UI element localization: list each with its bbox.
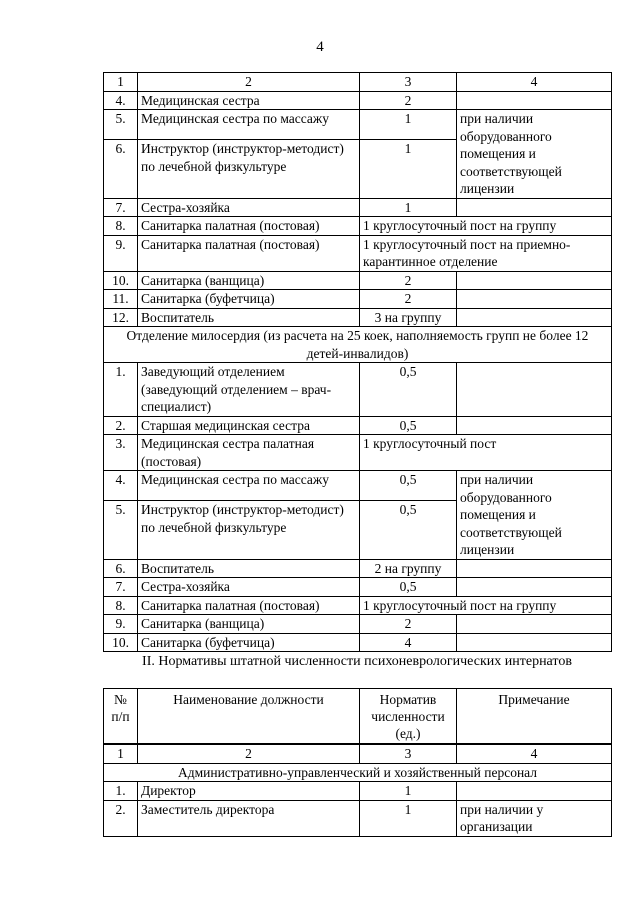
note [457,559,612,578]
header-number: № п/п [104,689,138,745]
row-number: 2. [104,416,138,435]
table-row [104,271,612,290]
norm-value: 3 на группу [360,308,457,327]
row-number: 5. [104,110,138,140]
note [457,416,612,435]
norm-value: 0,5 [360,471,457,501]
table-row [104,308,612,327]
position-name: Санитарка палатная (постовая) [138,217,360,236]
note: при наличии у организации [457,800,612,836]
norm-value: 0,5 [360,416,457,435]
row-number: 1. [104,782,138,801]
note [457,363,612,417]
table-row [104,217,612,236]
row-number: 10. [104,271,138,290]
norm-value: 0,5 [360,501,457,559]
row-number: 9. [104,615,138,634]
norm-value: 1 круглосуточный пост [360,435,612,471]
table-row [104,633,612,652]
note [457,615,612,634]
norm-value: 1 круглосуточный пост на группу [360,596,612,615]
header-position: Наименование должности [138,689,360,745]
table-row [104,416,612,435]
position-name: Медицинская сестра по массажу [138,110,360,140]
table-row [104,596,612,615]
position-name: Сестра-хозяйка [138,198,360,217]
norm-value: 1 [360,800,457,836]
position-name: Санитарка палатная (постовая) [138,235,360,271]
position-name: Воспитатель [138,308,360,327]
row-number: 2. [104,800,138,836]
table-row [104,471,612,501]
table-row [104,110,612,140]
position-name: Заместитель директора [138,800,360,836]
row-number: 1. [104,363,138,417]
norm-value: 2 [360,615,457,634]
note [457,578,612,597]
row-number: 11. [104,290,138,309]
note [457,308,612,327]
position-name: Санитарка (ванщица) [138,271,360,290]
row-number: 7. [104,198,138,217]
section-title: II. Нормативы штатной численности психоневрологических интернатов [142,654,572,669]
table-row [104,435,612,471]
column-number: 3 [360,73,457,92]
position-name: Санитарка палатная (постовая) [138,596,360,615]
row-number: 6. [104,140,138,198]
row-number: 6. [104,559,138,578]
norm-value: 0,5 [360,363,457,417]
table-row [104,198,612,217]
position-name: Медицинская сестра по массажу [138,471,360,501]
column-number: 2 [138,73,360,92]
norm-value: 2 [360,290,457,309]
section-title: Отделение милосердия (из расчета на 25 коек, наполняемость групп не более 12 детей-инвалидов) [104,327,612,363]
position-name: Инструктор (инструктор-методист) по лечебной физкультуре [138,501,360,559]
position-name: Медицинская сестра палатная (постовая) [138,435,360,471]
column-number: 3 [360,744,457,763]
column-number-row [104,744,612,763]
norm-value: 1 [360,140,457,198]
column-number: 4 [457,73,612,92]
row-number: 12. [104,308,138,327]
note [457,271,612,290]
header-note: Примечание [457,689,612,745]
norm-value: 1 [360,198,457,217]
table-row [104,363,612,417]
note [457,91,612,110]
page-number: 4 [316,39,324,55]
table-row [104,559,612,578]
norm-value: 1 круглосуточный пост на приемно-карантинное отделение [360,235,612,271]
row-number: 9. [104,235,138,271]
section-row [104,327,612,363]
staffing-table-body [104,689,612,837]
position-name: Директор [138,782,360,801]
column-number-row [104,73,612,92]
norm-value: 4 [360,633,457,652]
norm-value: 2 на группу [360,559,457,578]
row-number: 4. [104,91,138,110]
position-name: Инструктор (инструктор-методист) по лечебной физкультуре [138,140,360,198]
position-name: Медицинская сестра [138,91,360,110]
norm-value: 1 круглосуточный пост на группу [360,217,612,236]
table-row [104,91,612,110]
column-number: 2 [138,744,360,763]
table-row [104,290,612,309]
section-title: Административно-управленческий и хозяйственный персонал [104,763,612,782]
column-number: 1 [104,73,138,92]
row-number: 7. [104,578,138,597]
position-name: Санитарка (буфетчица) [138,633,360,652]
row-number: 4. [104,471,138,501]
norm-value: 2 [360,91,457,110]
header-norm: Норматив численности (ед.) [360,689,457,745]
norm-value: 1 [360,782,457,801]
note [457,290,612,309]
note [457,633,612,652]
note: при наличии оборудованного помещения и соответствующей лицензии [457,471,612,560]
note [457,782,612,801]
position-name: Воспитатель [138,559,360,578]
table-row [104,782,612,801]
position-name: Санитарка (буфетчица) [138,290,360,309]
column-number: 1 [104,744,138,763]
table-row [104,578,612,597]
position-name: Сестра-хозяйка [138,578,360,597]
table-row [104,800,612,836]
staffing-table-body [104,73,612,652]
table-header-row [104,689,612,745]
row-number: 8. [104,217,138,236]
note: при наличии оборудованного помещения и соответствующей лицензии [457,110,612,199]
note [457,198,612,217]
norm-value: 1 [360,110,457,140]
position-name: Старшая медицинская сестра [138,416,360,435]
row-number: 5. [104,501,138,559]
position-name: Заведующий отделением (заведующий отделением – врач-специалист) [138,363,360,417]
section-row [104,763,612,782]
row-number: 3. [104,435,138,471]
position-name: Санитарка (ванщица) [138,615,360,634]
table-row [104,235,612,271]
norm-value: 2 [360,271,457,290]
row-number: 8. [104,596,138,615]
row-number: 10. [104,633,138,652]
table-row [104,615,612,634]
norm-value: 0,5 [360,578,457,597]
staffing-table-part2 [103,688,612,837]
column-number: 4 [457,744,612,763]
staffing-table-part1 [103,72,612,652]
